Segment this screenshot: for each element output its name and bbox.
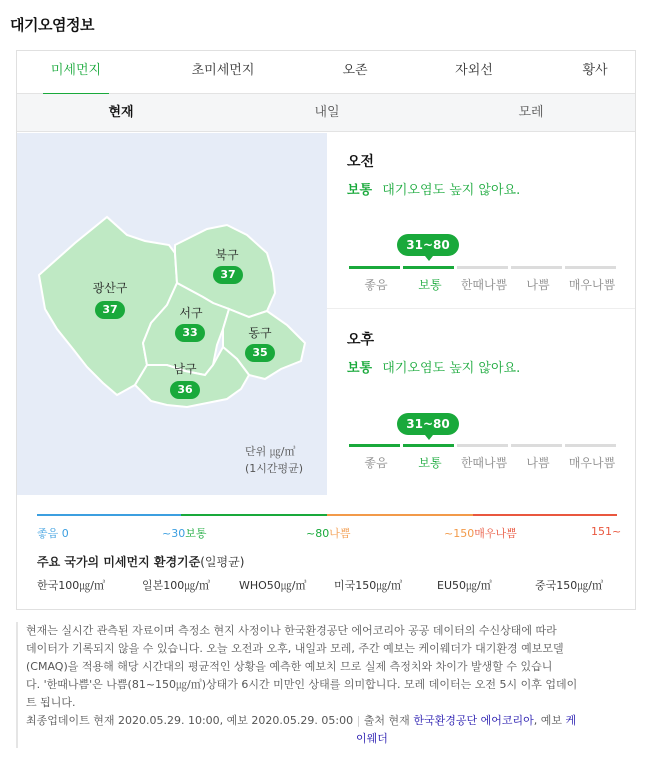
district-map — [17, 133, 327, 495]
morning-seg-very-bad — [565, 266, 616, 269]
unit-note: (1시간평균) — [245, 462, 304, 475]
morning-level: 보통 — [347, 183, 373, 198]
district-label-dong: 동구 — [248, 326, 272, 340]
footer-line-5: 트 됩니다. — [26, 696, 76, 709]
afternoon-label-very-bad: 매우나쁨 — [568, 456, 616, 470]
standard-korea: 한국100㎍/㎥ — [37, 579, 105, 592]
morning-label-temp-bad: 한때나쁨 — [460, 278, 508, 292]
morning-label-good: 좋음 — [364, 278, 388, 292]
morning-status — [347, 179, 617, 198]
standard-usa: 미국150㎍/㎥ — [334, 579, 402, 592]
footer-source-wrap — [26, 730, 636, 748]
footer-source-label: 출처 현재 — [363, 714, 410, 727]
afternoon-status — [347, 357, 617, 376]
footer-updated: 최종업데이트 현재 2020.05.29. 10:00, 예보 2020.05.29. 05:00 — [26, 714, 354, 727]
standard-japan: 일본100㎍/㎥ — [142, 579, 210, 592]
morning-seg-normal — [403, 266, 454, 269]
afternoon-label-bad: 나쁨 — [526, 456, 550, 470]
district-value-dong: 35 — [245, 344, 275, 362]
district-label-nam: 남구 — [173, 362, 197, 376]
afternoon-seg-temp-bad — [457, 444, 508, 447]
morning-range-bubble: 31~80 — [397, 234, 459, 256]
legend-bar-very-bad — [473, 514, 617, 516]
afternoon-seg-normal — [403, 444, 454, 447]
page-title: 대기오염정보 — [10, 16, 94, 34]
kweather-link-a[interactable]: 케 — [565, 714, 577, 727]
air-quality-card — [16, 50, 636, 610]
legend-bar-bad — [327, 514, 473, 516]
district-label-buk: 북구 — [215, 248, 239, 262]
tab-fine-dust[interactable]: 미세먼지 — [43, 51, 109, 94]
kweather-link-b[interactable]: 이웨더 — [356, 732, 388, 745]
legend-very-bad: 매우나쁨 — [474, 527, 517, 540]
standard-who: WHO50㎍/㎥ — [239, 579, 307, 592]
airkorea-link[interactable]: 한국환경공단 에어코리아 — [413, 714, 534, 727]
legend-normal: 보통 — [185, 527, 207, 540]
legend-bar-good — [37, 514, 181, 516]
morning-title: 오전 — [347, 154, 375, 170]
standard-eu: EU50㎍/㎥ — [437, 579, 492, 592]
day-tabs — [17, 94, 635, 132]
legend-threshold-151: 151~ — [591, 525, 622, 538]
afternoon-title: 오후 — [347, 332, 375, 348]
tab-yellow-dust[interactable]: 황사 — [582, 63, 608, 78]
afternoon-panel — [347, 329, 617, 376]
afternoon-seg-good — [349, 444, 400, 447]
afternoon-seg-very-bad — [565, 444, 616, 447]
legend-bar-normal — [181, 514, 327, 516]
footer-source-line: 최종업데이트 현재 2020.05.29. 10:00, 예보 2020.05.29. 05:00 | 출처 현재 한국환경공단 에어코리아, 예보 케 — [26, 714, 577, 727]
legend-threshold-30: ~30 — [162, 527, 186, 540]
subtab-day-after[interactable]: 모레 — [518, 105, 544, 120]
district-value-seo: 33 — [175, 324, 205, 342]
district-value-buk: 37 — [213, 266, 243, 284]
district-value-gwangsan: 37 — [95, 301, 125, 319]
morning-seg-temp-bad — [457, 266, 508, 269]
footer-source-mid: , 예보 — [533, 714, 562, 727]
morning-label-very-bad: 매우나쁨 — [568, 278, 616, 292]
district-label-seo: 서구 — [179, 306, 203, 320]
afternoon-label-temp-bad: 한때나쁨 — [460, 456, 508, 470]
legend-verybad-group — [444, 525, 517, 541]
morning-seg-bad — [511, 266, 562, 269]
district-value-nam: 36 — [170, 381, 200, 399]
afternoon-seg-bad — [511, 444, 562, 447]
district-label-gwangsan: 광산구 — [92, 281, 128, 295]
morning-scale — [349, 266, 619, 292]
standards-title-text: 주요 국가의 미세먼지 환경기준 — [37, 555, 201, 569]
standard-china: 중국150㎍/㎥ — [535, 579, 603, 592]
morning-label-normal: 보통 — [418, 278, 442, 292]
afternoon-scale — [349, 444, 619, 470]
legend-bad-group — [306, 525, 350, 541]
tab-ozone[interactable]: 오존 — [342, 63, 368, 78]
morning-label-bad: 나쁨 — [526, 278, 550, 292]
unit-label: 단위 ㎍/㎥ — [245, 445, 296, 458]
morning-seg-good — [349, 266, 400, 269]
legend-good: 좋음 0 — [37, 527, 69, 540]
panel-divider — [327, 308, 635, 309]
pollutant-tabs — [17, 51, 635, 94]
tab-ultrafine-dust[interactable]: 초미세먼지 — [191, 63, 255, 78]
legend-threshold-150: ~150 — [444, 527, 475, 540]
morning-message: 대기오염도 높지 않아요. — [382, 183, 521, 198]
legend-normal-group — [162, 525, 206, 541]
subtab-tomorrow[interactable]: 내일 — [314, 105, 340, 120]
legend-threshold-80: ~80 — [306, 527, 330, 540]
legend-bad: 나쁨 — [329, 527, 351, 540]
afternoon-range-bubble: 31~80 — [397, 413, 459, 435]
afternoon-label-normal: 보통 — [418, 456, 442, 470]
footer-line-4: 다. '한때나쁨'은 나쁨(81~150㎍/㎥)상태가 6시간 미만인 상태를 의미합니다. 모레 데이터는 오전 5시 이후 업데이 — [26, 678, 578, 691]
footer-line-1: 현재는 실시간 관측된 자료이며 측정소 현지 사정이나 한국환경공단 에어코리아 공공 데이터의 수신상태에 따라 — [26, 624, 557, 637]
afternoon-level: 보통 — [347, 361, 373, 376]
subtab-now[interactable]: 현재 — [108, 105, 134, 120]
standards-title — [37, 553, 244, 570]
footer-notice — [16, 622, 636, 748]
morning-panel — [347, 151, 617, 198]
standards-title-note: (일평균) — [200, 555, 245, 569]
tab-uv[interactable]: 자외선 — [455, 63, 493, 78]
afternoon-label-good: 좋음 — [364, 456, 388, 470]
afternoon-message: 대기오염도 높지 않아요. — [382, 361, 521, 376]
unit-info — [245, 443, 303, 477]
footer-line-3: (CMAQ)을 적용해 해당 시간대의 평균적인 상황을 예측한 예보치 므로 실제 측정치와 차이가 발생할 수 있습니 — [26, 660, 553, 673]
footer-line-2: 데이터가 기록되지 않을 수 있습니다. 오늘 오전과 오후, 내일과 모레, 주간 예보는 케이웨더가 대기환경 예보모델 — [26, 642, 564, 655]
